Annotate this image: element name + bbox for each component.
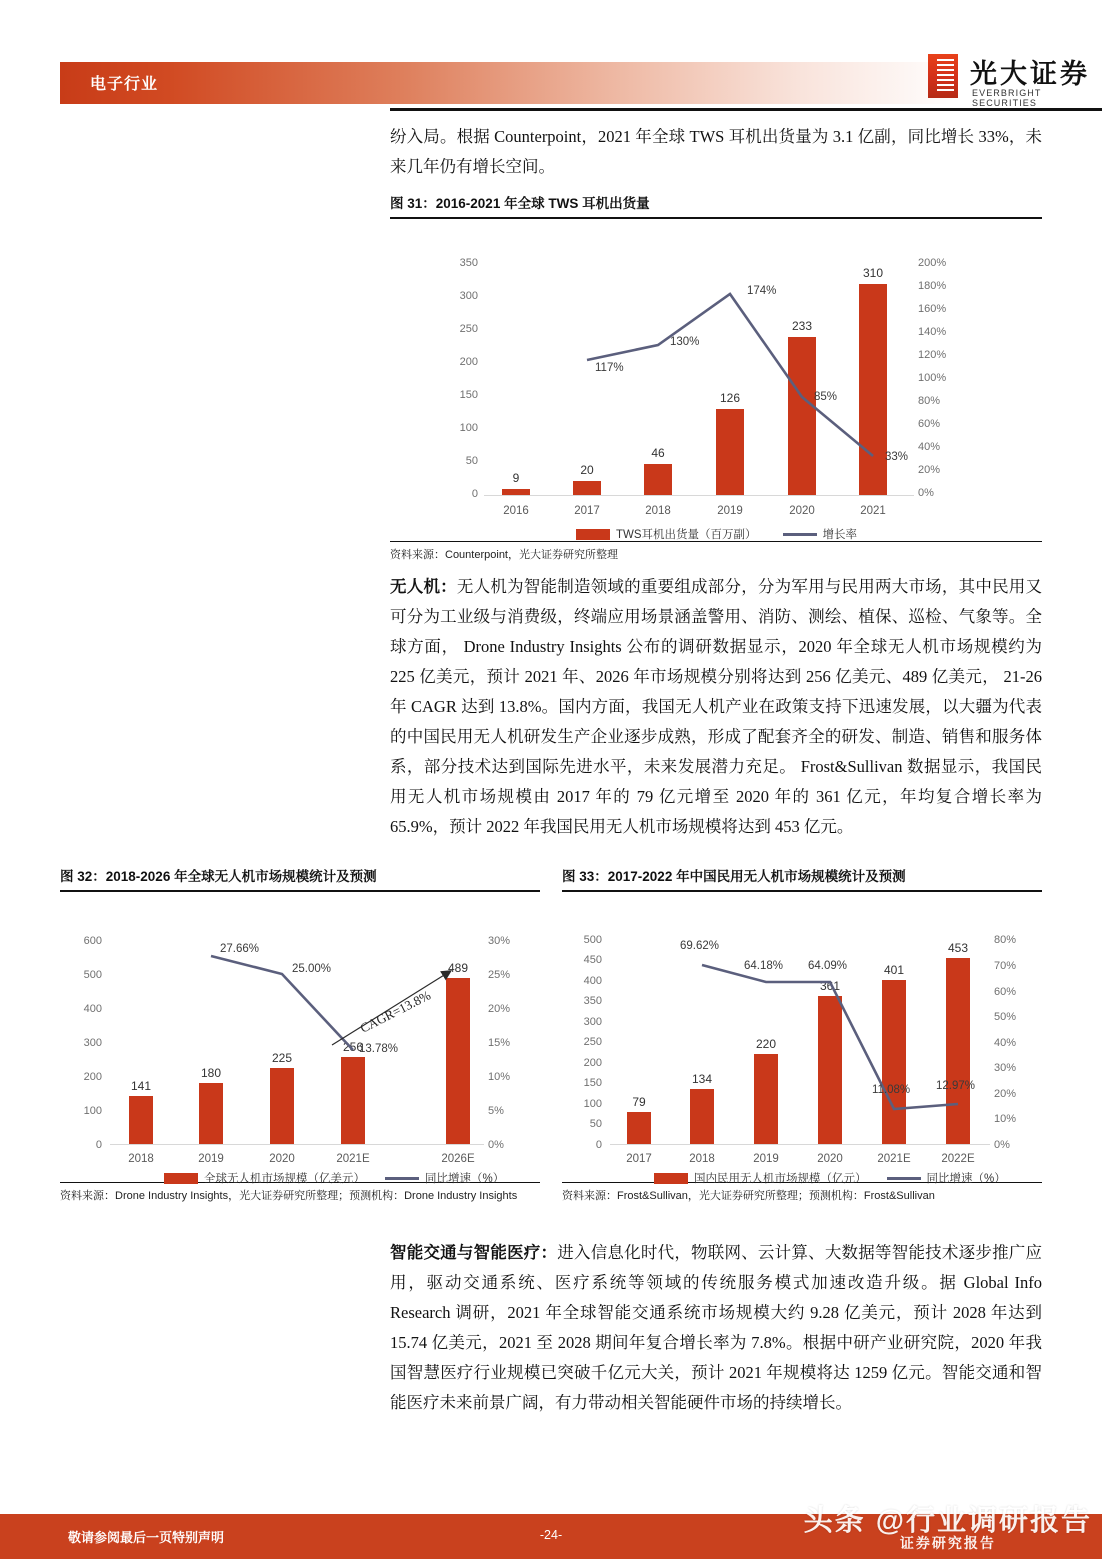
bar-swatch-icon — [654, 1173, 688, 1184]
fig31-ytick: 350 — [459, 257, 478, 269]
smart-paragraph-lead: 智能交通与智能医疗： — [390, 1243, 558, 1262]
fig33-xtick: 2022E — [941, 1153, 975, 1165]
fig33-ytick: 50 — [589, 1118, 602, 1130]
fig33-y2tick: 40% — [994, 1037, 1017, 1049]
figure-32 — [60, 865, 540, 1204]
fig32-legend-line-label: 同比增速（%） — [425, 1173, 505, 1185]
fig32-ytick: 200 — [83, 1071, 102, 1083]
figure-32-chart — [60, 892, 540, 1185]
drone-paragraph-block — [390, 572, 1042, 842]
figure-33 — [562, 865, 1042, 1204]
fig33-ytick: 300 — [583, 1016, 602, 1028]
fig33-ytick: 500 — [583, 934, 602, 946]
fig33-y2tick: 70% — [994, 960, 1017, 972]
fig31-growth-line — [390, 219, 1042, 541]
fig33-line-label: 69.62% — [680, 940, 720, 952]
fig33-y2tick: 50% — [994, 1011, 1017, 1023]
fig32-y2tick: 10% — [488, 1071, 511, 1083]
fig31-xtick: 2019 — [717, 505, 743, 517]
fig33-ytick: 350 — [583, 995, 602, 1007]
watermark-main-text: 头条 @行业调研报告 — [803, 1505, 1092, 1537]
fig31-xtick: 2021 — [860, 505, 886, 517]
fig33-bar-label: 401 — [883, 963, 905, 977]
fig31-y2tick: 60% — [918, 418, 941, 430]
fig33-xtick: 2018 — [689, 1153, 715, 1165]
fig32-legend-bar-label: 全球无人机市场规模（亿美元） — [204, 1173, 365, 1185]
fig32-line-label: 13.78% — [359, 1043, 399, 1055]
fig33-xtick: 2020 — [817, 1153, 843, 1165]
logo-mark-icon — [928, 54, 958, 98]
fig32-y2tick: 30% — [488, 935, 511, 947]
fig32-y2tick: 25% — [488, 969, 511, 981]
fig31-bar-label: 46 — [651, 446, 665, 460]
smart-paragraph-text: 进入信息化时代，物联网、云计算、大数据等智能技术逐步推广应用，驱动交通系统、医疗系统等领域的传统服务模式加速改造升级。据 Global Info Research 调研，2021 年全球智能交通系统市场规模大约 9.28 亿美元，预计 2028 年达到 15.74 亿美元，2021 至 2028 期间年复合增长率为 7.8%。根据中研产业研究院，2020 年我国智慧医疗行业规模已突破千亿元大关，预计 2021 年规模将达 1259 亿元。智能交通和智能医疗未来前景广阔，有力带动相关智能硬件市场的持续增长。 — [390, 1243, 1043, 1412]
fig32-line-label: 27.66% — [220, 943, 260, 955]
bar-swatch-icon — [576, 529, 610, 540]
fig33-xtick: 2021E — [877, 1153, 911, 1165]
fig32-xtick: 2019 — [198, 1153, 224, 1165]
industry-banner — [60, 62, 960, 104]
fig33-line-label: 64.09% — [808, 960, 848, 972]
fig33-y2tick: 10% — [994, 1113, 1017, 1125]
fig33-legend-line — [887, 1170, 1006, 1186]
fig31-ytick: 200 — [459, 356, 478, 368]
fig32-bar-label: 225 — [271, 1051, 293, 1065]
fig33-legend-line-label: 同比增速（%） — [926, 1173, 1006, 1185]
bar-swatch-icon — [164, 1173, 198, 1184]
fig31-y2tick: 160% — [918, 303, 947, 315]
fig32-ytick: 100 — [83, 1105, 102, 1117]
fig32-xtick: 2021E — [336, 1153, 370, 1165]
fig33-ytick: 100 — [583, 1098, 602, 1110]
fig33-growth-line — [562, 892, 1042, 1182]
page-header — [60, 59, 1102, 110]
fig31-bar-label: 20 — [580, 463, 594, 477]
fig31-ytick: 150 — [459, 389, 478, 401]
fig33-ytick: 150 — [583, 1077, 602, 1089]
fig32-growth-line — [60, 892, 540, 1182]
smart-paragraph-block — [390, 1238, 1042, 1418]
fig32-cagr-annotation: CAGR=13.8% — [357, 987, 434, 1036]
figure-33-chart — [562, 892, 1042, 1185]
footer-page-number: -24- — [539, 1528, 563, 1542]
fig33-xtick: 2019 — [753, 1153, 779, 1165]
industry-tag: 电子行业 — [90, 76, 159, 93]
fig31-y2tick: 20% — [918, 464, 941, 476]
fig31-ytick: 100 — [459, 422, 478, 434]
figure-33-title: 图 33：2017-2022 年中国民用无人机市场规模统计及预测 — [562, 869, 906, 884]
fig33-bar-label: 79 — [632, 1095, 646, 1109]
fig33-ytick: 400 — [583, 975, 602, 987]
fig32-y2tick: 15% — [488, 1037, 511, 1049]
fig31-y2tick: 180% — [918, 280, 947, 292]
fig32-bar-label: 141 — [130, 1079, 152, 1093]
figure-32-source: 资料来源：Drone Industry Insights，光大证券研究所整理；预测机构：Drone Industry Insights — [60, 1190, 518, 1202]
fig31-bar-label: 9 — [512, 471, 520, 485]
figure-31-title: 图 31：2016-2021 年全球 TWS 耳机出货量 — [390, 196, 650, 211]
fig31-y2tick: 0% — [918, 487, 934, 499]
drone-paragraph-text: 无人机为智能制造领域的重要组成部分，分为军用与民用两大市场，其中民用又可分为工业级与消费级，终端应用场景涵盖警用、消防、测绘、植保、巡检、气象等。全球方面， Drone Industry Insights 公布的调研数据显示，2020 年全球无人机市场规模约为 225 亿美元，预计 2021 年、2026 年市场规模分别将达到 256 亿美元、489 亿美元， 21-26 年 CAGR 达到 13.8%。国内方面，我国无人机产业在政策支持下迅速发展，以大疆为代表的中国民用无人机研发生产企业逐步成熟，形成了配套齐全的研发、制造、销售和服务体系，部分技术达到国际先进水平，未来发展潜力充足。 Frost&Sullivan 数据显示，我国民用无人机市场规模由 2017 年的 79 亿元增至 2020 年的 361 亿元，年均复合增长率为 65.9%，预计 2022 年我国民用无人机市场规模将达到 453 亿元。 — [390, 577, 1043, 836]
fig33-ytick: 450 — [583, 954, 602, 966]
fig33-y2tick: 80% — [994, 934, 1017, 946]
fig32-legend-line — [385, 1170, 504, 1186]
fig31-xtick: 2016 — [503, 505, 529, 517]
fig31-y2tick: 80% — [918, 395, 941, 407]
fig33-ytick: 250 — [583, 1036, 602, 1048]
fig33-y2tick: 60% — [994, 986, 1017, 998]
fig33-ytick: 200 — [583, 1057, 602, 1069]
logo-english-name: EVERBRIGHT SECURITIES — [972, 88, 1042, 108]
figure-32-title: 图 32：2018-2026 年全球无人机市场规模统计及预测 — [60, 869, 377, 884]
fig31-xtick: 2020 — [789, 505, 815, 517]
fig32-bar-label: 256 — [342, 1040, 364, 1054]
fig31-line-label: 117% — [595, 362, 624, 374]
fig31-line-label: 33% — [885, 451, 909, 463]
fig31-ytick: 0 — [471, 488, 478, 500]
fig31-y2tick: 40% — [918, 441, 941, 453]
fig32-legend — [164, 1170, 504, 1186]
fig31-bar-label: 233 — [791, 319, 813, 333]
fig33-bar-label: 134 — [691, 1072, 713, 1086]
fig31-line-label: 174% — [747, 285, 777, 297]
fig31-y2tick: 120% — [918, 349, 947, 361]
fig33-bar-label: 361 — [819, 979, 841, 993]
fig33-y2tick: 30% — [994, 1062, 1017, 1074]
fig32-y2tick: 5% — [488, 1105, 504, 1117]
fig32-y2tick: 20% — [488, 1003, 511, 1015]
fig32-xtick: 2026E — [441, 1153, 475, 1165]
fig32-ytick: 0 — [95, 1139, 102, 1151]
fig31-xtick: 2018 — [645, 505, 671, 517]
watermark-sub-text: 证券研究报告 — [899, 1535, 996, 1551]
fig32-legend-bar — [164, 1170, 365, 1186]
footer-disclaimer: 敬请参阅最后一页特别声明 — [68, 1530, 225, 1545]
fig31-xtick: 2017 — [574, 505, 600, 517]
fig31-y2tick: 140% — [918, 326, 947, 338]
fig31-line-label: 130% — [670, 336, 700, 348]
fig33-y2tick: 0% — [994, 1139, 1010, 1151]
figure-31-source: 资料来源：Counterpoint，光大证券研究所整理 — [390, 549, 618, 561]
fig31-ytick: 250 — [459, 323, 478, 335]
fig31-legend-line — [783, 526, 858, 542]
fig31-y2tick: 200% — [918, 257, 947, 269]
fig31-legend-line-label: 增长率 — [822, 529, 858, 541]
fig33-legend — [654, 1170, 1006, 1186]
fig33-ytick: 0 — [595, 1139, 602, 1151]
line-swatch-icon — [385, 1177, 419, 1180]
fig32-ytick: 600 — [83, 935, 102, 947]
line-swatch-icon — [887, 1177, 921, 1180]
fig31-bar-label: 126 — [719, 391, 741, 405]
page-footer — [0, 1514, 1102, 1559]
fig32-bar-label: 489 — [447, 961, 469, 975]
fig31-legend — [576, 526, 857, 542]
fig31-ytick: 300 — [459, 290, 478, 302]
drone-paragraph — [390, 572, 1042, 842]
fig33-xtick: 2017 — [626, 1153, 652, 1165]
fig33-line-label: 12.97% — [936, 1080, 976, 1092]
fig32-ytick: 400 — [83, 1003, 102, 1015]
figure-31 — [390, 192, 1042, 563]
fig32-xtick: 2018 — [128, 1153, 154, 1165]
fig31-bar-label: 310 — [862, 266, 884, 280]
fig33-line-label: 64.18% — [744, 960, 784, 972]
fig32-line-label: 25.00% — [292, 963, 332, 975]
figure-31-chart — [390, 219, 1042, 541]
everbright-securities-logo — [922, 46, 1102, 110]
fig32-ytick: 300 — [83, 1037, 102, 1049]
fig33-legend-bar — [654, 1170, 867, 1186]
intro-paragraph: 纷入局。根据 Counterpoint，2021 年全球 TWS 耳机出货量为 3.1 亿副，同比增长 33%，未来几年仍有增长空间。 — [390, 127, 1042, 176]
fig31-y2tick: 100% — [918, 372, 947, 384]
fig32-xtick: 2020 — [269, 1153, 295, 1165]
smart-paragraph — [390, 1238, 1042, 1418]
figure-33-source: 资料来源：Frost&Sullivan，光大证券研究所整理；预测机构：Frost&Sullivan — [562, 1190, 935, 1202]
intro-paragraph-block — [390, 122, 1042, 182]
fig31-line-label: 85% — [814, 391, 838, 403]
fig31-legend-bar — [576, 526, 757, 542]
fig33-legend-bar-label: 国内民用无人机市场规模（亿元） — [694, 1173, 867, 1185]
fig31-legend-bar-label: TWS耳机出货量（百万副） — [616, 529, 757, 541]
fig32-y2tick: 0% — [488, 1139, 504, 1151]
fig32-ytick: 500 — [83, 969, 102, 981]
fig33-bar-label: 220 — [755, 1037, 777, 1051]
fig33-y2tick: 20% — [994, 1088, 1017, 1100]
fig32-bar-label: 180 — [200, 1066, 222, 1080]
drone-paragraph-lead: 无人机： — [390, 577, 457, 596]
fig33-line-label: 11.08% — [872, 1084, 911, 1096]
fig33-bar-label: 453 — [947, 941, 969, 955]
logo-chinese-name: 光大证券 — [970, 59, 1090, 89]
line-swatch-icon — [783, 533, 817, 536]
fig31-ytick: 50 — [465, 455, 478, 467]
